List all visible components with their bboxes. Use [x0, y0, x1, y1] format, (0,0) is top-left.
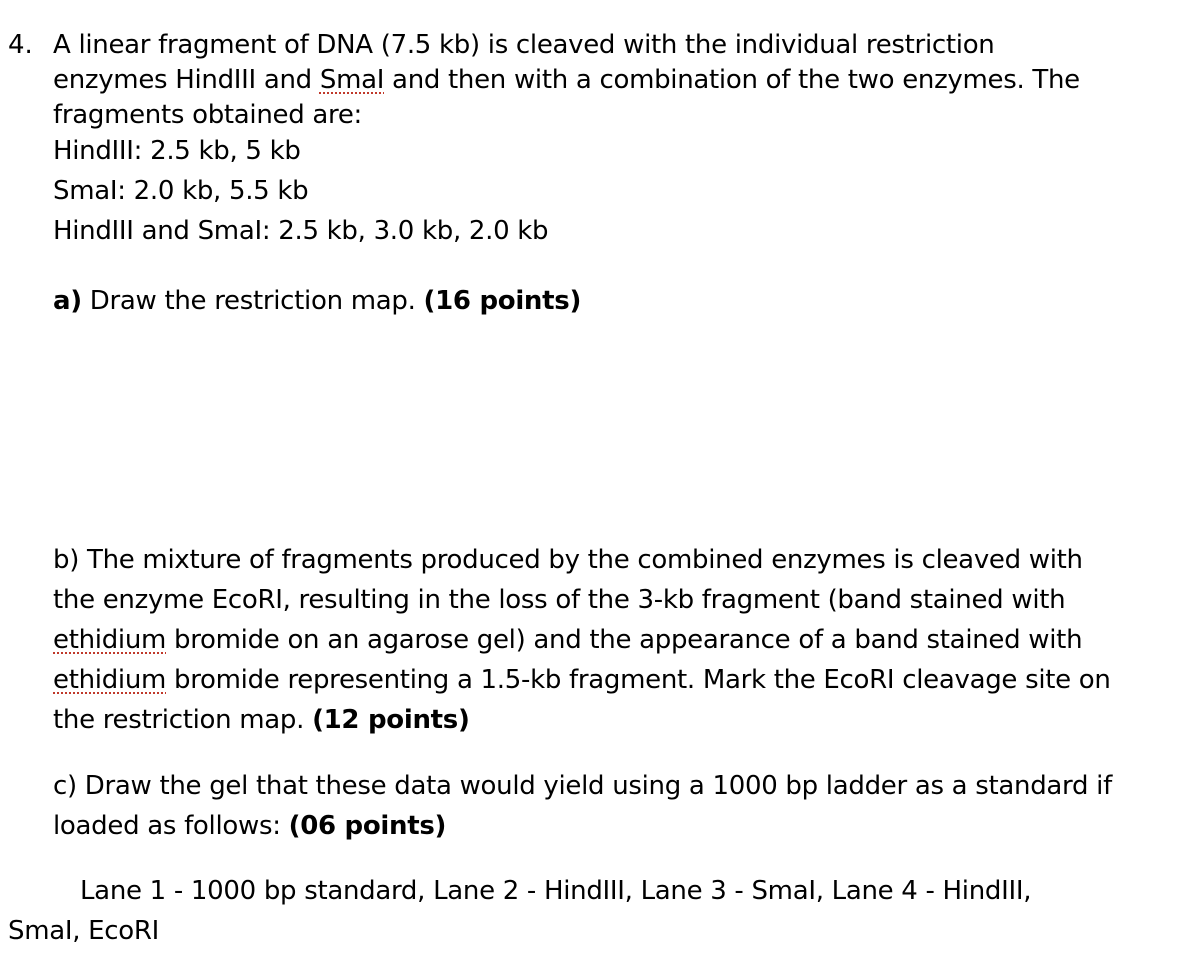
lanes-line-1: Lane 1 - 1000 bp standard, Lane 2 - HindIII, Lane 3 - SmaI, Lane 4 - HindIII, — [80, 876, 1032, 906]
question-number: 4. — [8, 30, 33, 60]
result-combined: HindIII and SmaI: 2.5 kb, 3.0 kb, 2.0 kb — [53, 216, 549, 246]
intro-line-1: A linear fragment of DNA (7.5 kb) is cleaved with the individual restriction — [53, 30, 995, 60]
part-c-line-2: loaded as follows: (06 points) — [53, 811, 447, 841]
lanes-line-2: SmaI, EcoRI — [8, 916, 160, 946]
part-b-line-2: the enzyme EcoRI, resulting in the loss of the 3-kb fragment (band stained with — [53, 585, 1066, 615]
intro-line-2: enzymes HindIII and SmaI and then with a combination of the two enzymes. The — [53, 65, 1080, 95]
part-a-label: a) — [53, 286, 82, 316]
result-smai: SmaI: 2.0 kb, 5.5 kb — [53, 176, 309, 206]
part-b-line-4: ethidium bromide representing a 1.5-kb fragment. Mark the EcoRI cleavage site on — [53, 665, 1111, 695]
part-b-line-3: ethidium bromide on an agarose gel) and the appearance of a band stained with — [53, 625, 1083, 655]
part-b-line-1: b) The mixture of fragments produced by the combined enzymes is cleaved with — [53, 545, 1083, 575]
spellcheck-word-ethidium: ethidium — [53, 665, 167, 695]
intro-line-3: fragments obtained are: — [53, 100, 362, 130]
spellcheck-word-ethidium: ethidium — [53, 625, 167, 655]
part-a-points: (16 points) — [423, 286, 582, 316]
part-c-line-1: c) Draw the gel that these data would yield using a 1000 bp ladder as a standard if — [53, 771, 1112, 801]
result-hindiii: HindIII: 2.5 kb, 5 kb — [53, 136, 301, 166]
part-a: a) Draw the restriction map. (16 points) — [53, 286, 582, 316]
part-b-line-5: the restriction map. (12 points) — [53, 705, 470, 735]
spellcheck-word-smai: SmaI — [319, 65, 385, 95]
part-b-points: (12 points) — [312, 705, 470, 735]
part-c-points: (06 points) — [288, 811, 447, 841]
